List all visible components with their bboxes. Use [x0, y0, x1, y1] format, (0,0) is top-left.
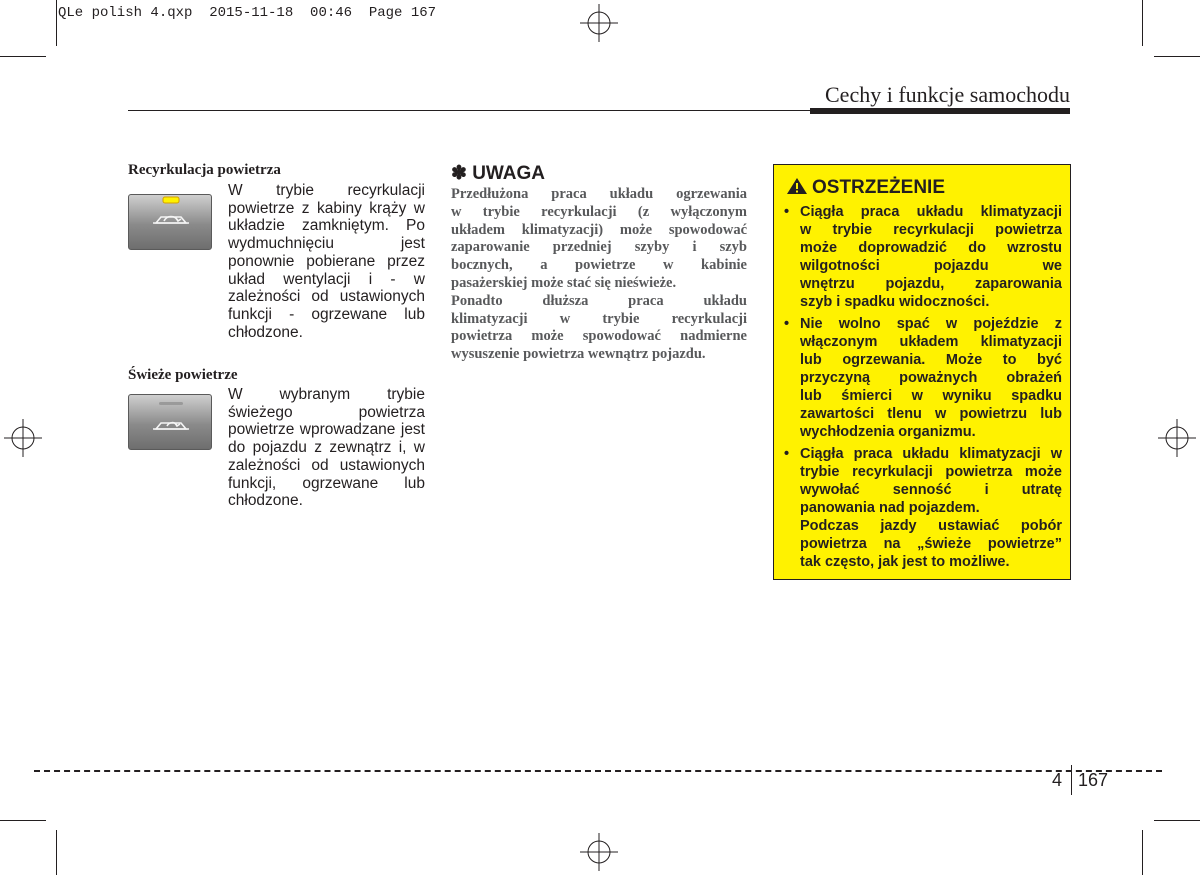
warning-line: powietrza na „świeże powietrze”	[800, 536, 1062, 552]
warning-line: Ciągła praca układu klimatyzacji	[800, 204, 1062, 220]
fresh-button-image	[128, 394, 212, 450]
uwaga-line: powietrza może spowodować nadmierne	[451, 328, 747, 345]
warning-line: lub ogrzewania. Może to być	[800, 352, 1062, 368]
uwaga-line: układem klimatyzacji) może spowodować	[451, 221, 747, 238]
fresh-line: świeżego powietrza	[228, 403, 425, 421]
uwaga-line: w trybie recyrkulacji (z wyłączonym	[451, 203, 747, 220]
uwaga-line: klimatyzacji w trybie recyrkulacji	[451, 310, 747, 327]
bullet: •	[784, 204, 790, 220]
warning-line: może doprowadzić do wzrostu	[800, 240, 1062, 256]
recirc-heading: Recyrkulacja powietrza	[128, 162, 281, 178]
footer-dashed-rule	[34, 770, 1162, 772]
warning-line: wnętrzu pojazdu, zaparowania	[800, 276, 1062, 292]
warning-item	[784, 445, 1062, 571]
warning-title	[786, 177, 945, 199]
recirc-body	[228, 182, 425, 341]
fresh-body	[228, 386, 425, 510]
warning-line: trybie recyrkulacji powietrza może	[800, 464, 1062, 480]
fresh-line: do pojazdu z zewnątrz i, w	[228, 439, 425, 457]
recirc-line: zależności od ustawionych	[228, 288, 425, 306]
recirc-button-image	[128, 194, 212, 250]
recirc-line: układzie zamkniętym. Po	[228, 217, 425, 235]
header-rule	[128, 110, 810, 111]
fresh-heading: Świeże powietrze	[128, 367, 238, 383]
printer-slug: QLe polish 4.qxp 2015-11-18 00:46 Page 167	[58, 5, 437, 21]
warning-line: zawartości tlenu w powietrzu lub	[800, 406, 1062, 422]
recirc-line: funkcji - ogrzewane lub	[228, 305, 425, 323]
warning-triangle-icon	[786, 177, 808, 195]
registration-mark-bottom	[580, 833, 618, 871]
page-number-separator	[1071, 765, 1072, 795]
fresh-line: W wybranym trybie	[228, 386, 425, 403]
fresh-air-car-icon	[129, 395, 213, 451]
bullet: •	[784, 446, 790, 462]
recirc-line: układ wentylacji i - w	[228, 270, 425, 288]
recirc-line: ponownie pobierane przez	[228, 252, 425, 270]
fresh-line: powietrze wprowadzane jest	[228, 421, 425, 439]
section-title: Cechy i funkcje samochodu	[825, 82, 1070, 107]
chapter-number: 4	[1052, 770, 1063, 790]
warning-line: panowania nad pojazdem.	[800, 500, 980, 516]
recirc-line: W trybie recyrkulacji	[228, 182, 425, 199]
warning-line: w trybie recyrkulacji powietrza	[800, 222, 1062, 238]
uwaga-line: Przedłużona praca układu ogrzewania	[451, 186, 747, 202]
warning-line: szyb i spadku widoczności.	[800, 294, 990, 310]
uwaga-line: wysuszenie powietrza wewnątrz pojazdu.	[451, 346, 706, 363]
warning-item	[784, 203, 1062, 311]
uwaga-title	[451, 162, 545, 185]
registration-mark-right	[1158, 419, 1196, 457]
uwaga-line: bocznych, a powietrze w kabinie	[451, 257, 747, 274]
page-number: 167	[1078, 770, 1109, 790]
warning-label: OSTRZEŻENIE	[812, 177, 946, 198]
warning-line: przyczyną poważnych obrażeń	[800, 370, 1062, 386]
fresh-line: funkcji, ogrzewane lub	[228, 474, 425, 492]
recirc-car-icon	[129, 195, 213, 251]
fresh-line: zależności od ustawionych	[228, 456, 425, 474]
recirc-line: powietrze z kabiny krąży w	[228, 199, 425, 217]
warning-list	[784, 203, 1062, 575]
warning-line: wychłodzenia organizmu.	[800, 424, 976, 440]
warning-box	[773, 164, 1071, 580]
recirc-line: chłodzone.	[228, 323, 303, 341]
registration-mark-left	[4, 419, 42, 457]
header-bar	[810, 108, 1070, 114]
fresh-line: chłodzone.	[228, 492, 303, 510]
bullet: •	[784, 316, 790, 332]
warning-line: Podczas jazdy ustawiać pobór	[800, 518, 1062, 534]
warning-line: Nie wolno spać w pojeździe z	[800, 316, 1062, 332]
uwaga-label: UWAGA	[472, 163, 546, 184]
warning-item	[784, 315, 1062, 441]
uwaga-line: Ponadto dłuższa praca układu	[451, 292, 747, 309]
warning-line: lub śmierci w wyniku spadku	[800, 388, 1062, 404]
warning-line: wilgotności pojazdu we	[800, 258, 1062, 274]
warning-line: Ciągła praca układu klimatyzacji w	[800, 446, 1062, 462]
asterisk-icon: ✽	[451, 163, 467, 184]
warning-line: tak często, jak jest to możliwe.	[800, 554, 1010, 570]
warning-line: wywołać senność i utratę	[800, 482, 1062, 498]
registration-mark-top	[580, 4, 618, 42]
recirc-line: wydmuchnięciu jest	[228, 235, 425, 253]
uwaga-line: zaparowanie przedniej szyby i szyb	[451, 239, 747, 256]
uwaga-body	[451, 186, 747, 364]
warning-line: włączonym układem klimatyzacji	[800, 334, 1062, 350]
uwaga-line: pasażerskiej może stać się nieświeże.	[451, 274, 677, 291]
